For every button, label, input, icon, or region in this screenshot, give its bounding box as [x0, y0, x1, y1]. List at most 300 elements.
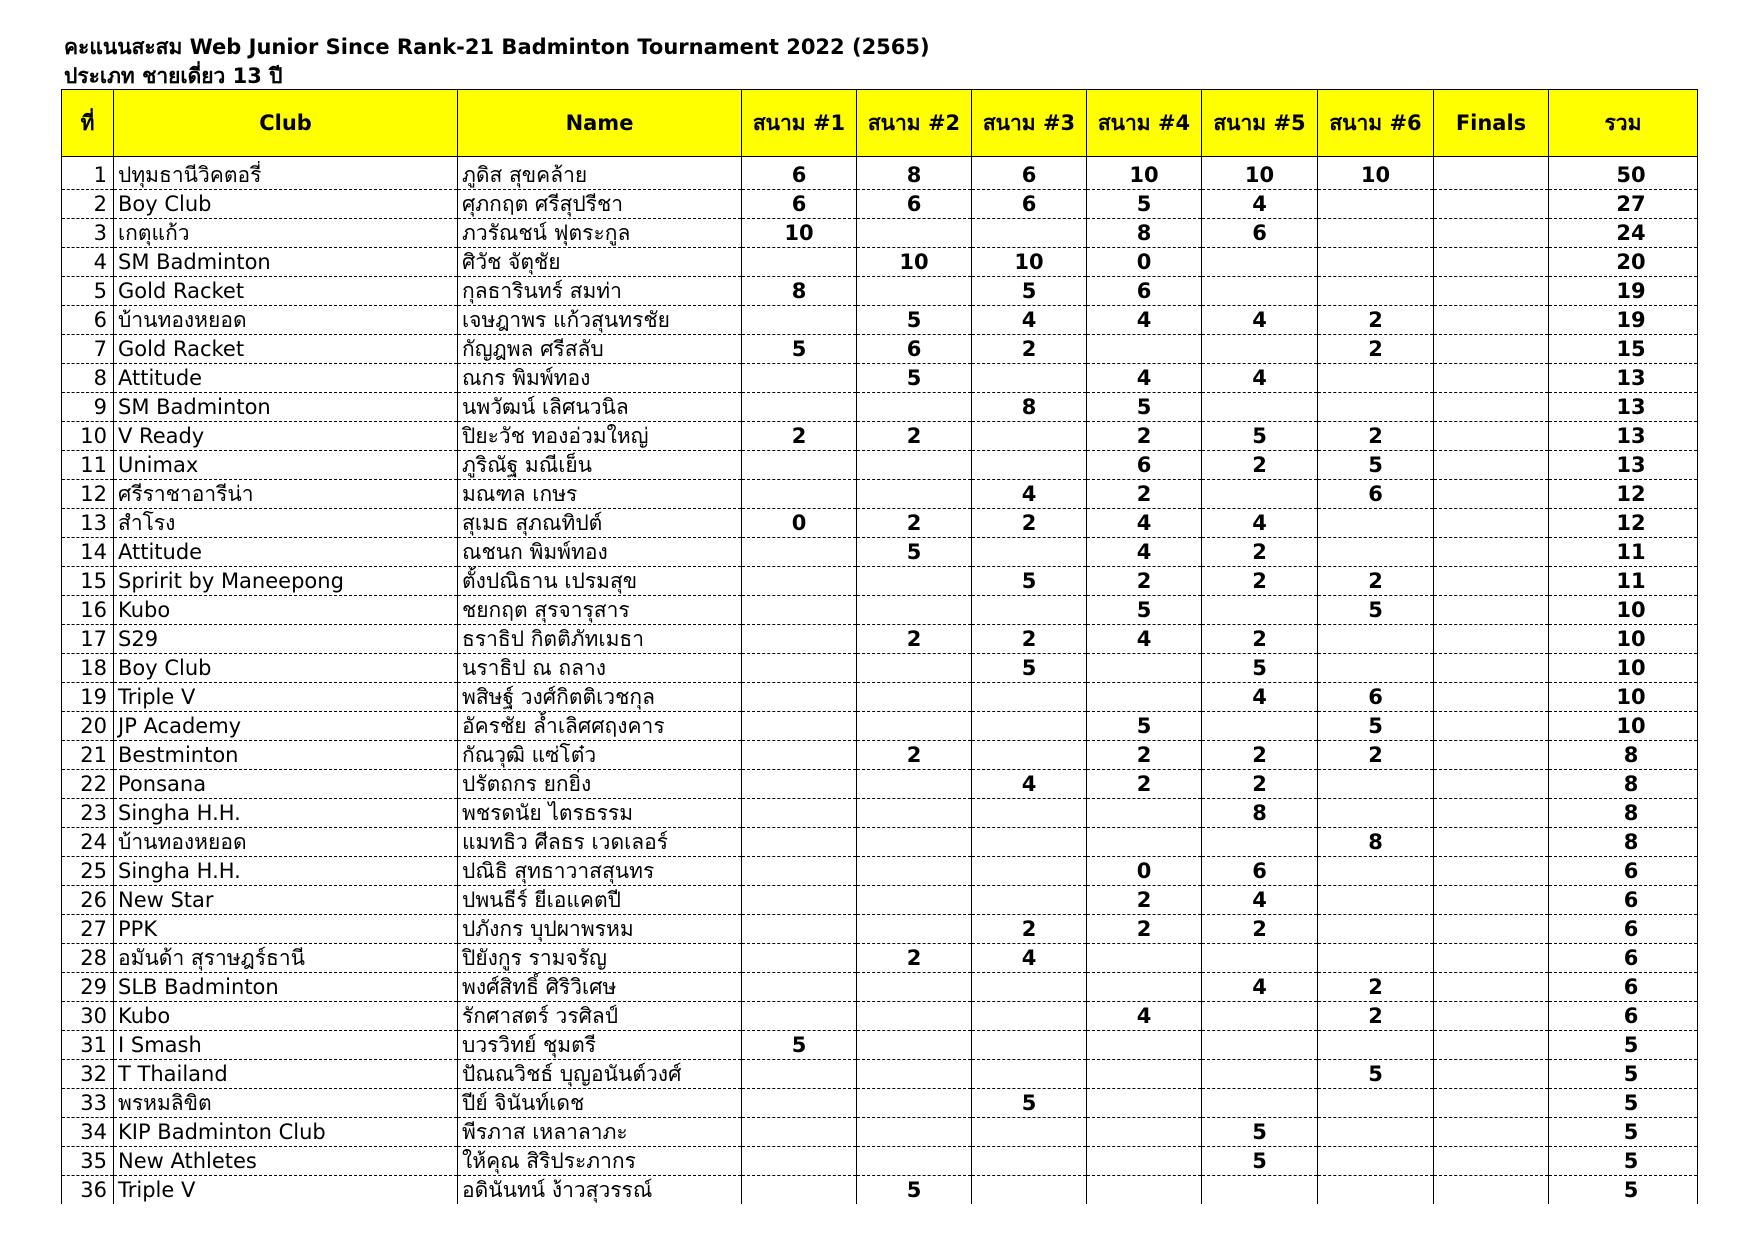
court-5-cell	[1202, 596, 1318, 625]
name-cell: กัญฎพล ศรีสลับ	[458, 335, 742, 364]
name-cell: ปณิธิ สุทธาวาสสุนทร	[458, 857, 742, 886]
court-2-cell	[857, 828, 972, 857]
court-6-cell	[1318, 1147, 1434, 1176]
court-3-cell: 5	[972, 277, 1087, 306]
table-row	[62, 886, 1698, 915]
total-cell: 8	[1549, 828, 1698, 857]
court-2-cell	[857, 219, 972, 248]
rank-cell: 29	[62, 973, 114, 1002]
court-4-cell: 5	[1087, 596, 1202, 625]
rank-cell: 18	[62, 654, 114, 683]
name-cell: อัครชัย ล้ำเลิศศฤงคาร	[458, 712, 742, 741]
court-5-cell: 2	[1202, 770, 1318, 799]
court-6-cell: 2	[1318, 306, 1434, 335]
name-cell: ปพนธีร์ ยีเอแคตปี	[458, 886, 742, 915]
club-cell: V Ready	[114, 422, 458, 451]
court-6-cell	[1318, 857, 1434, 886]
finals-cell	[1434, 538, 1549, 567]
court-4-cell	[1087, 944, 1202, 973]
court-1-cell	[742, 770, 857, 799]
court-2-cell	[857, 770, 972, 799]
name-cell: อดินันทน์ ง้าวสุวรรณ์	[458, 1176, 742, 1205]
court-4-cell	[1087, 1147, 1202, 1176]
court-4-cell: 2	[1087, 886, 1202, 915]
name-cell: ชยกฤต สุรจารุสาร	[458, 596, 742, 625]
court-3-cell: 2	[972, 335, 1087, 364]
court-1-cell: 0	[742, 509, 857, 538]
court-5-cell	[1202, 1031, 1318, 1060]
finals-cell	[1434, 973, 1549, 1002]
court-4-cell: 2	[1087, 480, 1202, 509]
club-cell: Spririt by Maneepong	[114, 567, 458, 596]
court-4-cell	[1087, 1031, 1202, 1060]
name-cell: ให้คุณ สิริประภากร	[458, 1147, 742, 1176]
rank-cell: 32	[62, 1060, 114, 1089]
table-row	[62, 364, 1698, 393]
rank-cell: 31	[62, 1031, 114, 1060]
court-6-cell: 2	[1318, 1002, 1434, 1031]
rank-cell: 11	[62, 451, 114, 480]
court-2-cell	[857, 654, 972, 683]
name-cell: ศิวัช จัตุชัย	[458, 248, 742, 277]
total-cell: 19	[1549, 277, 1698, 306]
court-4-cell: 4	[1087, 625, 1202, 654]
table-row	[62, 654, 1698, 683]
total-cell: 13	[1549, 422, 1698, 451]
court-4-cell	[1087, 335, 1202, 364]
club-cell: SM Badminton	[114, 393, 458, 422]
court-6-cell	[1318, 944, 1434, 973]
court-3-cell	[972, 451, 1087, 480]
club-cell: Singha H.H.	[114, 799, 458, 828]
court-1-cell	[742, 393, 857, 422]
court-2-cell	[857, 596, 972, 625]
finals-cell	[1434, 190, 1549, 219]
court-1-cell	[742, 886, 857, 915]
rank-cell: 20	[62, 712, 114, 741]
court-5-cell: 5	[1202, 422, 1318, 451]
table-row	[62, 1147, 1698, 1176]
table-row	[62, 335, 1698, 364]
court-2-cell	[857, 973, 972, 1002]
court-1-cell	[742, 625, 857, 654]
club-cell: เกตุแก้ว	[114, 219, 458, 248]
finals-cell	[1434, 451, 1549, 480]
table-row	[62, 683, 1698, 712]
total-cell: 12	[1549, 480, 1698, 509]
standings-rows	[62, 161, 1698, 1204]
rank-cell: 25	[62, 857, 114, 886]
court-6-cell	[1318, 277, 1434, 306]
court-3-cell: 5	[972, 654, 1087, 683]
name-cell: สุเมธ สุภณทิปต์	[458, 509, 742, 538]
court-1-cell: 6	[742, 161, 857, 190]
court-5-cell: 2	[1202, 625, 1318, 654]
court-3-cell: 6	[972, 190, 1087, 219]
court-4-cell	[1087, 1060, 1202, 1089]
court-3-cell	[972, 886, 1087, 915]
court-3-cell	[972, 1060, 1087, 1089]
rank-cell: 22	[62, 770, 114, 799]
table-row	[62, 451, 1698, 480]
court-5-cell: 4	[1202, 306, 1318, 335]
rank-cell: 36	[62, 1176, 114, 1205]
name-cell: เจษฎาพร แก้วสุนทรชัย	[458, 306, 742, 335]
court-6-cell: 5	[1318, 596, 1434, 625]
name-cell: พสิษฐ์ วงศ์กิตติเวชกุล	[458, 683, 742, 712]
table-row	[62, 1089, 1698, 1118]
name-cell: ปัณณวิชธ์ บุญอนันต์วงศ์	[458, 1060, 742, 1089]
club-cell: บ้านทองหยอด	[114, 306, 458, 335]
finals-cell	[1434, 509, 1549, 538]
court-3-cell: 2	[972, 509, 1087, 538]
total-cell: 10	[1549, 596, 1698, 625]
finals-cell	[1434, 944, 1549, 973]
club-cell: Gold Racket	[114, 277, 458, 306]
court-6-cell	[1318, 1118, 1434, 1147]
club-cell: Boy Club	[114, 190, 458, 219]
table-row	[62, 944, 1698, 973]
total-cell: 6	[1549, 1002, 1698, 1031]
court-5-cell: 4	[1202, 364, 1318, 393]
court-4-cell: 5	[1087, 190, 1202, 219]
header-court-1: สนาม #1	[742, 90, 857, 157]
court-3-cell	[972, 596, 1087, 625]
court-2-cell: 2	[857, 509, 972, 538]
court-2-cell: 2	[857, 625, 972, 654]
court-1-cell	[742, 799, 857, 828]
club-cell: พรหมลิขิต	[114, 1089, 458, 1118]
court-2-cell	[857, 480, 972, 509]
total-cell: 8	[1549, 741, 1698, 770]
court-4-cell	[1087, 799, 1202, 828]
court-1-cell	[742, 741, 857, 770]
court-2-cell	[857, 799, 972, 828]
court-2-cell	[857, 1147, 972, 1176]
court-3-cell: 4	[972, 480, 1087, 509]
finals-cell	[1434, 1031, 1549, 1060]
table-row	[62, 1060, 1698, 1089]
court-5-cell: 2	[1202, 741, 1318, 770]
total-cell: 6	[1549, 857, 1698, 886]
table-row	[62, 770, 1698, 799]
rank-cell: 2	[62, 190, 114, 219]
club-cell: ศรีราชาอารีน่า	[114, 480, 458, 509]
court-2-cell	[857, 915, 972, 944]
court-2-cell: 5	[857, 306, 972, 335]
court-1-cell	[742, 683, 857, 712]
finals-cell	[1434, 1060, 1549, 1089]
court-3-cell: 2	[972, 915, 1087, 944]
rank-cell: 6	[62, 306, 114, 335]
court-1-cell: 5	[742, 1031, 857, 1060]
total-cell: 10	[1549, 654, 1698, 683]
name-cell: ปิยะวัช ทองอ่วมใหญ่	[458, 422, 742, 451]
table-row	[62, 161, 1698, 190]
total-cell: 13	[1549, 451, 1698, 480]
court-3-cell	[972, 973, 1087, 1002]
court-3-cell: 5	[972, 567, 1087, 596]
court-2-cell	[857, 857, 972, 886]
court-4-cell	[1087, 828, 1202, 857]
header-court-6: สนาม #6	[1318, 90, 1434, 157]
court-4-cell	[1087, 1176, 1202, 1205]
court-5-cell: 4	[1202, 973, 1318, 1002]
court-5-cell	[1202, 1089, 1318, 1118]
court-2-cell: 5	[857, 538, 972, 567]
finals-cell	[1434, 393, 1549, 422]
finals-cell	[1434, 480, 1549, 509]
court-4-cell: 5	[1087, 393, 1202, 422]
report-titles	[64, 33, 930, 91]
court-2-cell	[857, 451, 972, 480]
court-6-cell	[1318, 770, 1434, 799]
rank-cell: 35	[62, 1147, 114, 1176]
court-3-cell	[972, 538, 1087, 567]
total-cell: 5	[1549, 1176, 1698, 1205]
court-5-cell: 4	[1202, 886, 1318, 915]
finals-cell	[1434, 741, 1549, 770]
court-6-cell	[1318, 886, 1434, 915]
court-3-cell	[972, 1176, 1087, 1205]
club-cell: Attitude	[114, 538, 458, 567]
finals-cell	[1434, 799, 1549, 828]
finals-cell	[1434, 596, 1549, 625]
court-5-cell: 2	[1202, 538, 1318, 567]
club-cell: Boy Club	[114, 654, 458, 683]
total-cell: 11	[1549, 567, 1698, 596]
club-cell: SM Badminton	[114, 248, 458, 277]
finals-cell	[1434, 828, 1549, 857]
court-6-cell	[1318, 393, 1434, 422]
total-cell: 10	[1549, 683, 1698, 712]
court-3-cell	[972, 857, 1087, 886]
court-6-cell	[1318, 538, 1434, 567]
court-2-cell	[857, 1002, 972, 1031]
court-3-cell: 8	[972, 393, 1087, 422]
court-6-cell: 6	[1318, 480, 1434, 509]
court-4-cell: 4	[1087, 509, 1202, 538]
name-cell: ปิยังกูร รามจรัญ	[458, 944, 742, 973]
court-1-cell	[742, 567, 857, 596]
club-cell: อมันด้า สุราษฎร์ธานี	[114, 944, 458, 973]
table-row	[62, 1118, 1698, 1147]
finals-cell	[1434, 1147, 1549, 1176]
table-row	[62, 799, 1698, 828]
rank-cell: 12	[62, 480, 114, 509]
court-6-cell	[1318, 915, 1434, 944]
table-row	[62, 219, 1698, 248]
court-1-cell	[742, 1089, 857, 1118]
court-3-cell: 10	[972, 248, 1087, 277]
court-4-cell: 6	[1087, 451, 1202, 480]
header-court-4: สนาม #4	[1087, 90, 1202, 157]
court-6-cell: 6	[1318, 683, 1434, 712]
court-5-cell: 4	[1202, 683, 1318, 712]
header-court-3: สนาม #3	[972, 90, 1087, 157]
name-cell: กัณวุฒิ แซ่โต๋ว	[458, 741, 742, 770]
table-row	[62, 538, 1698, 567]
total-cell: 6	[1549, 944, 1698, 973]
name-cell: นพวัฒน์ เลิศนวนิล	[458, 393, 742, 422]
court-2-cell: 5	[857, 364, 972, 393]
total-cell: 11	[1549, 538, 1698, 567]
club-cell: SLB Badminton	[114, 973, 458, 1002]
court-4-cell: 4	[1087, 306, 1202, 335]
finals-cell	[1434, 364, 1549, 393]
court-3-cell	[972, 422, 1087, 451]
name-cell: ตั้งปณิธาน เปรมสุข	[458, 567, 742, 596]
rank-cell: 16	[62, 596, 114, 625]
table-row	[62, 1031, 1698, 1060]
name-cell: พชรดนัย ไตรธรรม	[458, 799, 742, 828]
finals-cell	[1434, 248, 1549, 277]
court-5-cell: 8	[1202, 799, 1318, 828]
header-name: Name	[458, 90, 742, 157]
court-6-cell: 8	[1318, 828, 1434, 857]
court-5-cell	[1202, 712, 1318, 741]
club-cell: Unimax	[114, 451, 458, 480]
club-cell: S29	[114, 625, 458, 654]
club-cell: JP Academy	[114, 712, 458, 741]
name-cell: มณฑล เกษร	[458, 480, 742, 509]
court-1-cell: 2	[742, 422, 857, 451]
court-3-cell	[972, 712, 1087, 741]
court-4-cell: 4	[1087, 538, 1202, 567]
rank-cell: 27	[62, 915, 114, 944]
court-2-cell	[857, 712, 972, 741]
court-3-cell	[972, 799, 1087, 828]
name-cell: กุลธารินทร์ สมท่า	[458, 277, 742, 306]
court-4-cell	[1087, 654, 1202, 683]
name-cell: ภูริณัฐ มณีเย็น	[458, 451, 742, 480]
table-row	[62, 1002, 1698, 1031]
rank-cell: 7	[62, 335, 114, 364]
court-3-cell	[972, 1147, 1087, 1176]
court-6-cell	[1318, 190, 1434, 219]
club-cell: Ponsana	[114, 770, 458, 799]
court-2-cell: 5	[857, 1176, 972, 1205]
club-cell: Singha H.H.	[114, 857, 458, 886]
finals-cell	[1434, 335, 1549, 364]
table-row	[62, 712, 1698, 741]
finals-cell	[1434, 625, 1549, 654]
total-cell: 20	[1549, 248, 1698, 277]
court-6-cell: 2	[1318, 973, 1434, 1002]
court-1-cell	[742, 538, 857, 567]
court-6-cell	[1318, 799, 1434, 828]
standings-table	[61, 89, 1698, 1204]
court-1-cell	[742, 1147, 857, 1176]
header-court-2: สนาม #2	[857, 90, 972, 157]
court-5-cell: 2	[1202, 915, 1318, 944]
club-cell: New Star	[114, 886, 458, 915]
rank-cell: 30	[62, 1002, 114, 1031]
court-1-cell	[742, 451, 857, 480]
club-cell: T Thailand	[114, 1060, 458, 1089]
table-row	[62, 480, 1698, 509]
court-6-cell	[1318, 1031, 1434, 1060]
court-5-cell	[1202, 1002, 1318, 1031]
court-3-cell	[972, 741, 1087, 770]
court-5-cell	[1202, 335, 1318, 364]
club-cell: Triple V	[114, 1176, 458, 1205]
finals-cell	[1434, 1176, 1549, 1205]
finals-cell	[1434, 886, 1549, 915]
rank-cell: 19	[62, 683, 114, 712]
rank-cell: 5	[62, 277, 114, 306]
court-3-cell: 5	[972, 1089, 1087, 1118]
table-row	[62, 915, 1698, 944]
table-row	[62, 248, 1698, 277]
name-cell: พงศ์สิทธิ์ ศิริวิเศษ	[458, 973, 742, 1002]
finals-cell	[1434, 654, 1549, 683]
court-4-cell: 2	[1087, 770, 1202, 799]
rank-cell: 23	[62, 799, 114, 828]
table-row	[62, 567, 1698, 596]
rank-cell: 9	[62, 393, 114, 422]
name-cell: ภวรัณชน์ ฟุตระกูล	[458, 219, 742, 248]
court-1-cell	[742, 857, 857, 886]
court-6-cell: 10	[1318, 161, 1434, 190]
total-cell: 12	[1549, 509, 1698, 538]
court-6-cell	[1318, 248, 1434, 277]
rank-cell: 34	[62, 1118, 114, 1147]
court-2-cell	[857, 1118, 972, 1147]
court-5-cell	[1202, 248, 1318, 277]
total-cell: 5	[1549, 1060, 1698, 1089]
court-5-cell: 4	[1202, 509, 1318, 538]
club-cell: สำโรง	[114, 509, 458, 538]
table-row	[62, 422, 1698, 451]
rank-cell: 4	[62, 248, 114, 277]
total-cell: 50	[1549, 161, 1698, 190]
court-2-cell	[857, 1031, 972, 1060]
name-cell: ปภังกร บุปผาพรหม	[458, 915, 742, 944]
total-cell: 24	[1549, 219, 1698, 248]
club-cell: Kubo	[114, 596, 458, 625]
club-cell: New Athletes	[114, 1147, 458, 1176]
court-3-cell: 4	[972, 306, 1087, 335]
court-5-cell	[1202, 944, 1318, 973]
court-4-cell: 2	[1087, 567, 1202, 596]
court-4-cell	[1087, 1118, 1202, 1147]
rank-cell: 17	[62, 625, 114, 654]
total-cell: 8	[1549, 799, 1698, 828]
total-cell: 10	[1549, 712, 1698, 741]
name-cell: แมทธิว ศีลธร เวดเลอร์	[458, 828, 742, 857]
finals-cell	[1434, 161, 1549, 190]
court-1-cell	[742, 973, 857, 1002]
court-6-cell	[1318, 654, 1434, 683]
name-cell: ณกร พิมพ์ทอง	[458, 364, 742, 393]
table-row	[62, 393, 1698, 422]
name-cell: ปรัตถกร ยกยิ่ง	[458, 770, 742, 799]
court-5-cell: 2	[1202, 451, 1318, 480]
table-row	[62, 741, 1698, 770]
court-1-cell	[742, 1002, 857, 1031]
rank-cell: 33	[62, 1089, 114, 1118]
name-cell: พีรภาส เหลาลาภะ	[458, 1118, 742, 1147]
table-row	[62, 625, 1698, 654]
court-4-cell: 5	[1087, 712, 1202, 741]
court-6-cell: 2	[1318, 567, 1434, 596]
court-2-cell	[857, 277, 972, 306]
court-4-cell: 2	[1087, 915, 1202, 944]
court-3-cell: 4	[972, 944, 1087, 973]
court-1-cell: 10	[742, 219, 857, 248]
total-cell: 13	[1549, 364, 1698, 393]
